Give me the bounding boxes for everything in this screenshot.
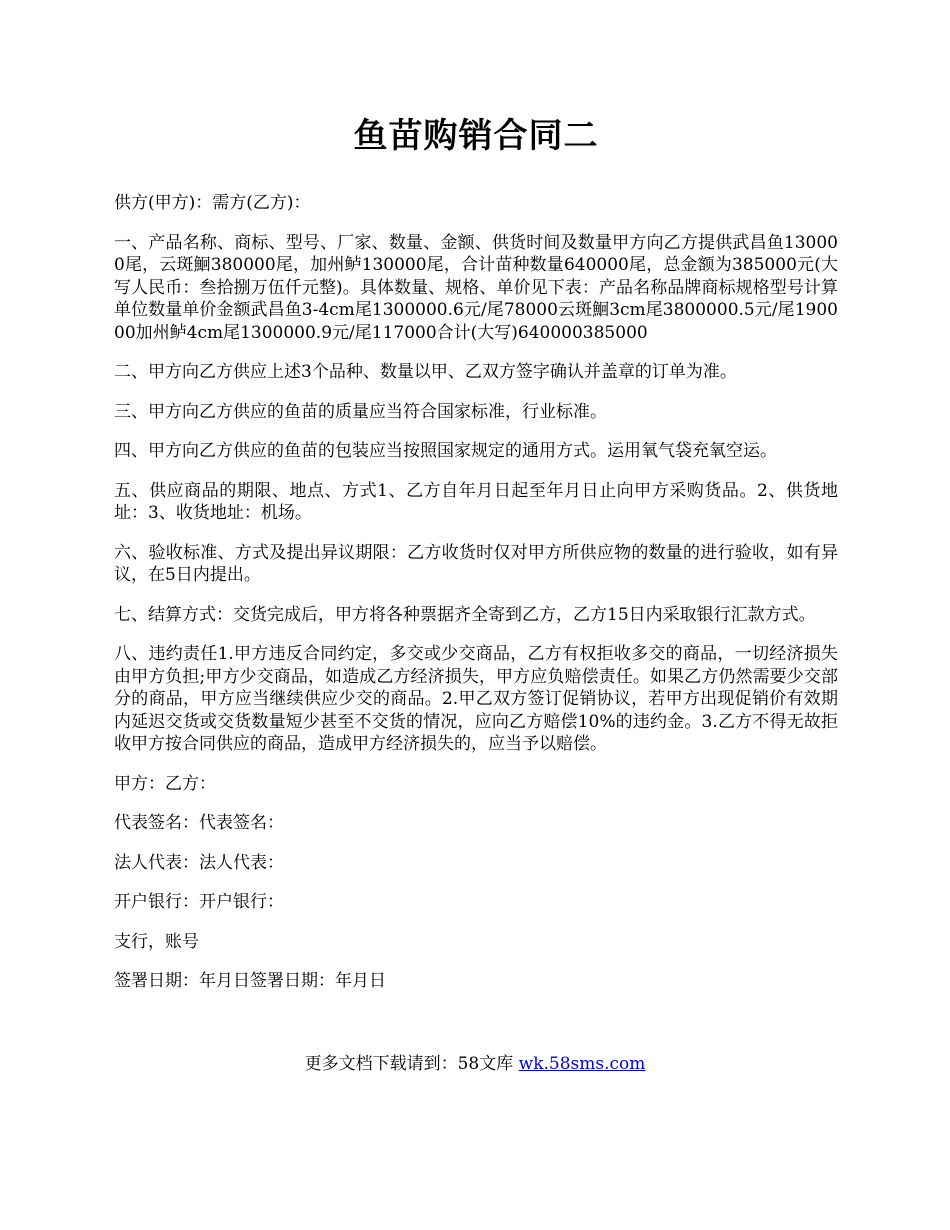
clause-5-delivery: 五、供应商品的期限、地点、方式1、乙方自年月日起至年月日止向甲方采购货品。2、供货地址：3、收货地址：机场。 <box>114 480 838 523</box>
clause-4-packaging: 四、甲方向乙方供应的鱼苗的包装应当按照国家规定的通用方式。运用氧气袋充氧空运。 <box>114 441 777 461</box>
clause-2-order: 二、甲方向乙方供应上述3个品种、数量以甲、乙双方签字确认并盖章的订单为准。 <box>114 362 737 382</box>
party-line: 供方(甲方)：需方(乙方)： <box>114 193 311 213</box>
signature-dates: 签署日期：年月日签署日期：年月日 <box>114 971 386 991</box>
clause-1-products: 一、产品名称、商标、型号、厂家、数量、金额、供货时间及数量甲方向乙方提供武昌鱼130000尾，云斑鮰380000尾，加州鲈130000尾，合计苗种数量640000尾，总金额为385000元(大写人民币：叁拾捌万伍仟元整)。具体数量、规格、单价见下表：产品名称品牌商标规格型号计算单位数量单价金额武昌鱼3-4cm尾1300000.6元/尾78000云斑鮰3cm尾3800000.5元/尾190000加州鲈4cm尾1300000.9元/尾117000合计(大写)640000385000 <box>114 232 838 343</box>
footer-link[interactable]: wk.58sms.com <box>518 1054 646 1074</box>
signature-parties: 甲方：乙方： <box>114 773 216 794</box>
footer-text: 更多文档下载请到：58文库 <box>304 1054 519 1074</box>
clause-7-settlement: 七、结算方式：交货完成后，甲方将各种票据齐全寄到乙方，乙方15日内采取银行汇款方式。 <box>114 604 816 625</box>
document-title: 鱼苗购销合同二 <box>353 116 599 156</box>
signature-banks: 开户银行：开户银行： <box>114 892 284 912</box>
signature-legal-representatives: 法人代表：法人代表： <box>114 852 284 873</box>
clause-6-inspection: 六、验收标准、方式及提出异议期限：乙方收货时仅对甲方所供应物的数量的进行验收，如有异议，在5日内提出。 <box>114 542 838 585</box>
signature-branch-account: 支行，账号 <box>114 931 199 952</box>
clause-3-quality: 三、甲方向乙方供应的鱼苗的质量应当符合国家标准，行业标准。 <box>114 401 607 422</box>
clause-8-liability: 八、违约责任1.甲方违反合同约定，多交或少交商品，乙方有权拒收多交的商品，一切经济损失由甲方负担;甲方少交商品，如造成乙方经济损失，甲方应负赔偿责任。如果乙方仍然需要少交部分的商品，甲方应当继续供应少交的商品。2.甲乙双方签订促销协议，若甲方出现促销价有效期内延迟交货或交货数量短少甚至不交货的情况，应向乙方赔偿10%的违约金。3.乙方不得无故拒收甲方按合同供应的商品，造成甲方经济损失的，应当予以赔偿。 <box>114 644 838 754</box>
signature-representatives: 代表签名：代表签名： <box>114 813 284 833</box>
footer <box>0 1052 950 1076</box>
document-page <box>114 112 838 1010</box>
